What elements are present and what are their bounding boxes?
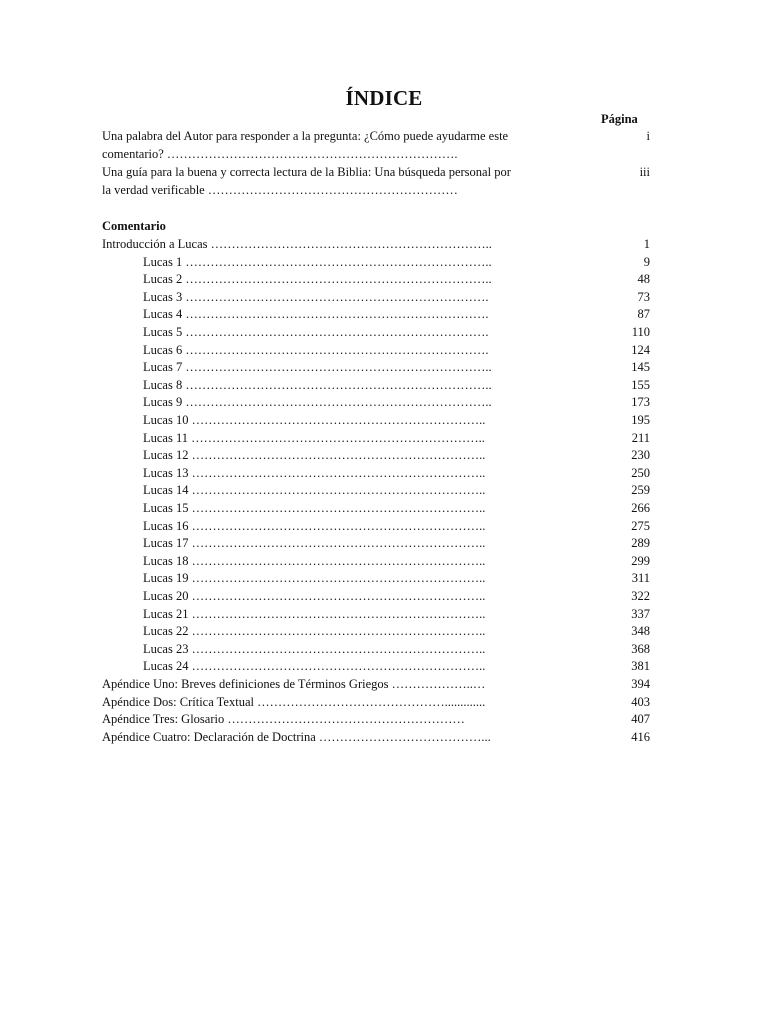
toc-entry-text: Lucas 19 …………………………………………………………….. — [143, 571, 486, 586]
toc-entry-text: Apéndice Cuatro: Declaración de Doctrina …………………………………... — [102, 729, 491, 744]
toc-entry-page: 195 — [631, 413, 650, 427]
toc-entry-text: Apéndice Uno: Breves definiciones de Términos Griegos ………………..… — [102, 677, 486, 691]
toc-entry-page: 124 — [631, 342, 650, 357]
toc-entry-text: Lucas 22 …………………………………………………………….. — [143, 624, 486, 639]
toc-entry-page: 381 — [631, 659, 650, 674]
toc-entry-text: Lucas 10 …………………………………………………………….. — [143, 413, 486, 427]
toc-entry-text: Lucas 17 …………………………………………………………….. — [143, 536, 486, 551]
intro-entry-page: iii — [639, 165, 650, 179]
page-title: ÍNDICE — [345, 86, 423, 110]
toc-entry-text: Lucas 13 …………………………………………………………….. — [143, 465, 486, 480]
toc-entry-text: Lucas 12 …………………………………………………………….. — [143, 448, 486, 463]
toc-entry-page: 311 — [631, 571, 650, 586]
toc-entry-text: Apéndice Tres: Glosario ………………………………………………… — [102, 712, 465, 727]
toc-entry-page: 211 — [631, 430, 650, 445]
toc-entry-page: 87 — [637, 307, 650, 322]
toc-entry-page: 299 — [631, 553, 650, 568]
toc-entry-page: 73 — [637, 289, 650, 304]
toc-entry-page: 322 — [631, 589, 650, 603]
toc-entry-page: 337 — [631, 606, 650, 621]
toc-entry-text: Lucas 4 ………………………………………………………………. — [143, 307, 489, 322]
toc-entry-text: Apéndice Dos: Crítica Textual ………………………………………............. — [102, 694, 486, 709]
toc-entry-text: Introducción a Lucas ………………………………………………………….. — [102, 237, 492, 251]
toc-entry-text: Lucas 24 …………………………………………………………….. — [143, 659, 486, 674]
toc-entry-text: Lucas 1 ……………………………………………………………….. — [143, 254, 492, 269]
toc-entry-text: Lucas 14 …………………………………………………………….. — [143, 483, 486, 498]
toc-entry-text: Lucas 11 …………………………………………………………….. — [143, 430, 485, 445]
toc-entry-text: Lucas 2 ……………………………………………………………….. — [143, 272, 492, 287]
toc-entry-page: 368 — [631, 641, 650, 656]
toc-entry-page: 416 — [631, 729, 650, 744]
toc-entry-text: Lucas 16 …………………………………………………………….. — [143, 518, 486, 533]
intro-entry-text: Una palabra del Autor para responder a la pregunta: ¿Cómo puede ayudarme este — [102, 129, 509, 143]
intro-entry-text: comentario? ……………………………………………………………. — [102, 147, 458, 161]
toc-entry-page: 275 — [631, 518, 650, 533]
intro-entry-text: la verdad verificable …………………………………………………… — [102, 183, 458, 197]
toc-entry-text: Lucas 15 …………………………………………………………….. — [143, 501, 486, 515]
toc-entry-page: 394 — [631, 677, 650, 691]
toc-entry-page: 289 — [631, 536, 650, 551]
toc-entry-text: Lucas 7 ……………………………………………………………….. — [143, 360, 492, 375]
toc-entry-page: 173 — [631, 395, 650, 410]
toc-entry-text: Lucas 8 ……………………………………………………………….. — [143, 377, 492, 392]
toc-entry-text: Lucas 23 …………………………………………………………….. — [143, 641, 486, 656]
page-column-header: Página — [601, 112, 638, 126]
toc-entry-text: Lucas 21 …………………………………………………………….. — [143, 606, 486, 621]
section-heading: Comentario — [102, 219, 166, 233]
toc-entry-page: 259 — [631, 483, 650, 498]
toc-entry-page: 230 — [631, 448, 650, 463]
toc-entry-page: 155 — [631, 377, 650, 392]
toc-entry-page: 110 — [631, 325, 650, 339]
toc-entry-page: 9 — [643, 254, 650, 269]
toc-entry-page: 48 — [637, 272, 650, 287]
toc-entry-page: 145 — [631, 360, 650, 375]
toc-entry-text: Lucas 18 …………………………………………………………….. — [143, 553, 486, 568]
toc-entry-page: 348 — [631, 624, 650, 639]
intro-entry-page: i — [646, 129, 650, 143]
intro-entry-text: Una guía para la buena y correcta lectura de la Biblia: Una búsqueda personal por — [102, 165, 511, 179]
toc-entry-page: 407 — [631, 712, 650, 727]
toc-entry-page: 266 — [631, 501, 650, 515]
toc-entry-page: 1 — [643, 237, 650, 251]
toc-entry-page: 250 — [631, 465, 650, 480]
toc-entry-page: 403 — [631, 694, 650, 709]
toc-entry-text: Lucas 9 ……………………………………………………………….. — [143, 395, 492, 410]
toc-entry-text: Lucas 6 ………………………………………………………………. — [143, 342, 489, 357]
toc-entry-text: Lucas 20 …………………………………………………………….. — [143, 589, 486, 603]
toc-entry-text: Lucas 5 ………………………………………………………………. — [143, 325, 489, 339]
toc-entry-text: Lucas 3 ………………………………………………………………. — [143, 289, 489, 304]
